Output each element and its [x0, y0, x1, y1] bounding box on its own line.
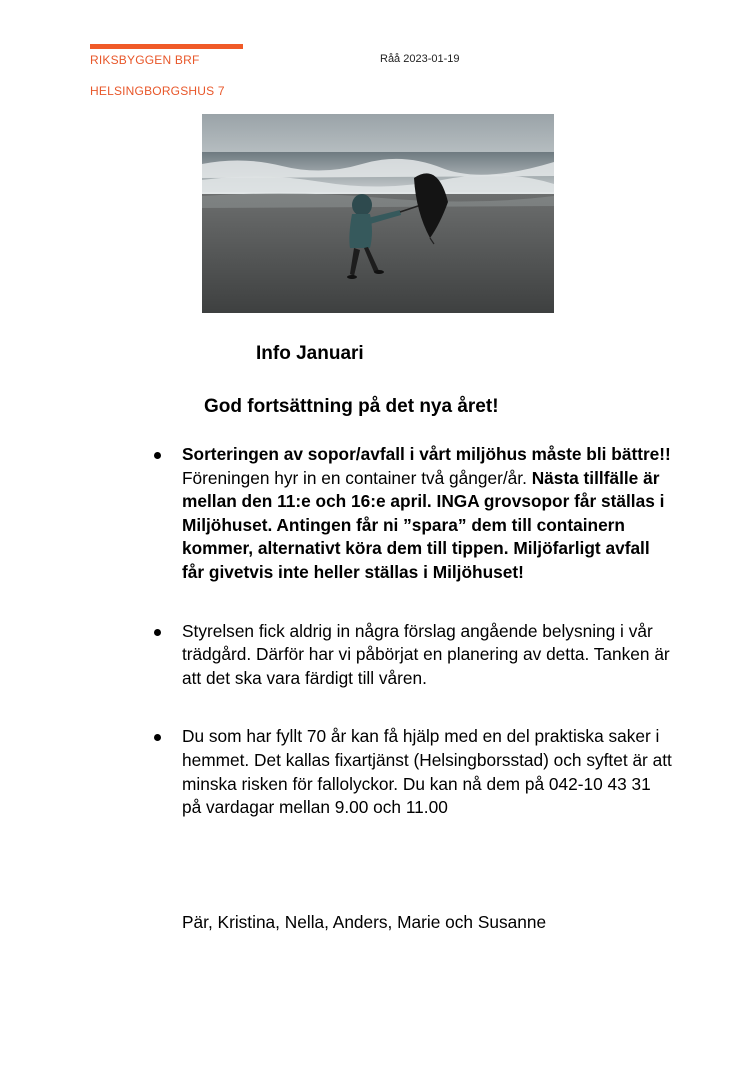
bullet-icon: [154, 629, 161, 636]
list-item: [152, 443, 672, 585]
header-accent-bar: [90, 44, 243, 49]
bullet-text-bold: Sorteringen av sopor/avfall i vårt miljöhus måste bli bättre!!: [182, 444, 671, 464]
bullet-text-bold: Nästa tillfälle är mellan den 11:e och 16:e april. INGA grovsopor får ställas i Miljöhuset. Antingen får ni ”spara” dem till containern kommer, alternativt köra dem till tippen. Miljöfarligt avfall får givetvis inte heller ställas i Miljöhuset!: [182, 467, 665, 582]
info-bullet-list: [152, 443, 672, 855]
bullet-text: Styrelsen fick aldrig in några förslag angående belysning i vår trädgård. Därför har vi påbörjat en planering av detta. Tanken är att det ska vara färdigt till våren.: [182, 620, 670, 688]
bullet-text: Föreningen hyr in en container två gånger/år.: [182, 467, 532, 488]
org-name: RIKSBYGGEN BRF: [90, 53, 200, 67]
signature: Pär, Kristina, Nella, Anders, Marie och Susanne: [182, 912, 547, 932]
bullet-icon: [154, 452, 161, 459]
org-subtitle: HELSINGBORGSHUS 7: [90, 84, 225, 98]
list-item: [152, 725, 672, 819]
page-subtitle: God fortsättning på det nya året!: [204, 396, 499, 417]
page-title: Info Januari: [256, 343, 364, 364]
bullet-text: Du som har fyllt 70 år kan få hjälp med en del praktiska saker i hemmet. Det kallas fixartjänst (Helsingborsstad) och syftet är att minska risken för fallolyckor. Du kan nå dem på 042-10 43 31 på vardagar mellan 9.00 och 11.00: [182, 726, 672, 818]
bullet-icon: [154, 734, 161, 741]
list-item: [152, 620, 672, 691]
date-line: Råå 2023-01-19: [380, 53, 460, 65]
storm-umbrella-photo: [202, 114, 554, 313]
